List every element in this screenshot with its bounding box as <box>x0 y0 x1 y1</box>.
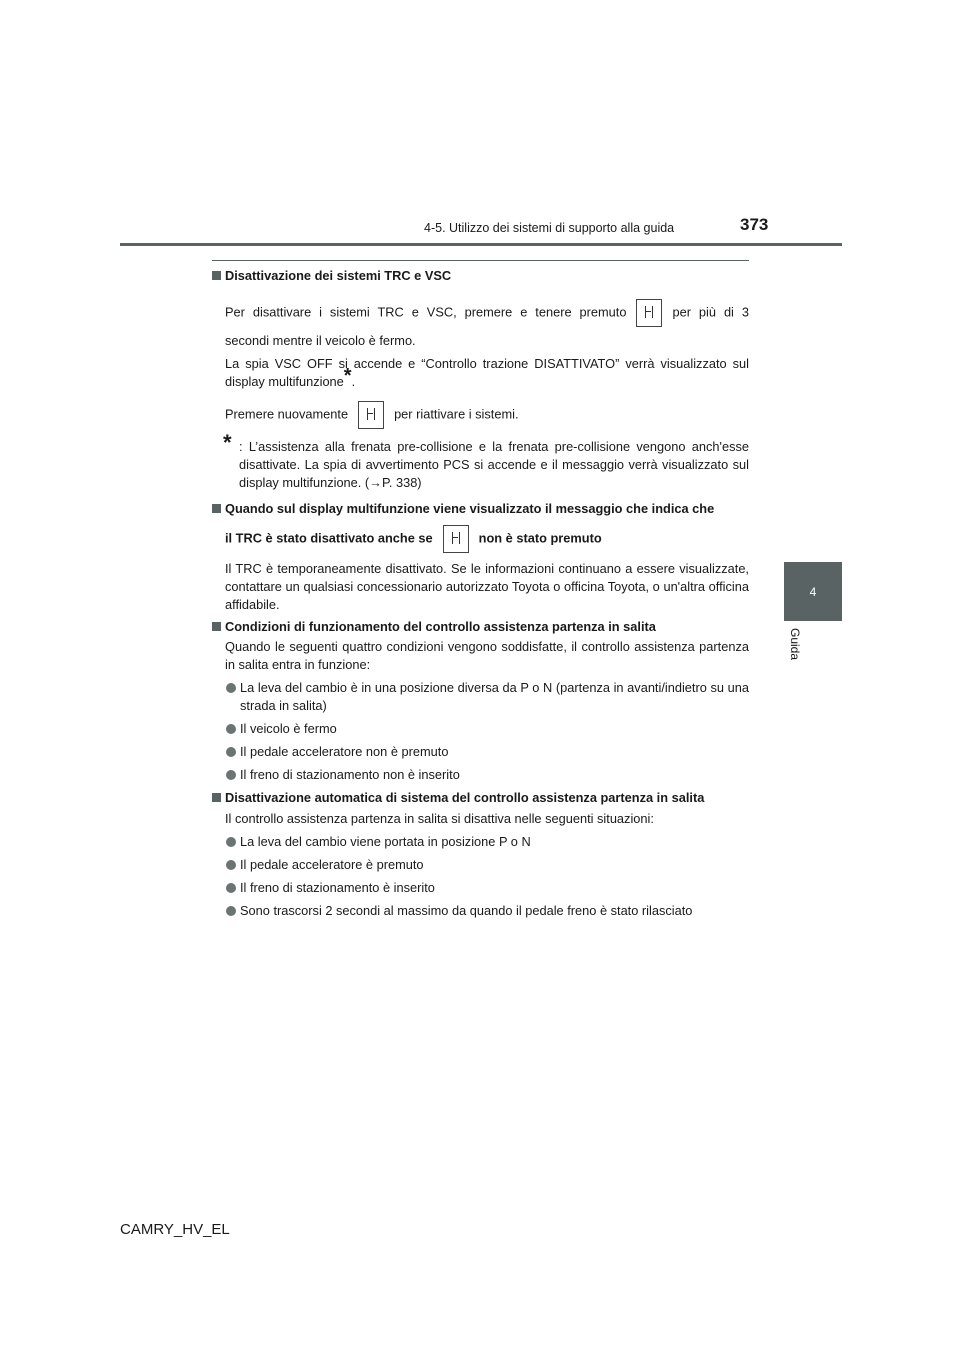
paragraph-text: secondi mentre il veicolo è fermo. <box>225 333 416 348</box>
footnote <box>212 430 749 492</box>
list-item <box>212 833 749 851</box>
page-number: 373 <box>740 215 769 234</box>
square-bullet-icon <box>212 793 221 802</box>
paragraph-text: Quando le seguenti quattro condizioni vengono soddisfatte, il controllo assistenza partenza in salita entra in funzione: <box>225 639 749 672</box>
paragraph <box>212 355 749 391</box>
footnote-text: : L’assistenza alla frenata pre-collisione e la frenata pre-collisione vengono anch'esse disattivate. La spia di avvertimento PCS si accende e il messaggio verrà visualizzato sul display multifunzione. (→P. 338) <box>239 439 749 490</box>
list-item-text: Il freno di stazionamento è inserito <box>240 880 435 895</box>
list-item <box>212 856 749 874</box>
square-bullet-icon <box>212 271 221 280</box>
chapter-tab <box>784 562 842 621</box>
paragraph-text: per più di 3 <box>672 304 749 320</box>
paragraph-text: Il controllo assistenza partenza in salita si disattiva nelle seguenti situazioni: <box>225 811 654 826</box>
vsc-off-button-icon <box>358 401 384 429</box>
list-item-text: Sono trascorsi 2 secondi al massimo da quando il pedale freno è stato rilasciato <box>240 903 693 918</box>
section-heading-cont <box>212 525 749 553</box>
list-item-text: Il pedale acceleratore non è premuto <box>240 744 449 759</box>
list-item <box>212 902 749 920</box>
paragraph <box>212 638 749 674</box>
circle-bullet-icon <box>226 724 236 734</box>
circle-bullet-icon <box>226 770 236 780</box>
circle-bullet-icon <box>226 747 236 757</box>
section-heading <box>212 500 749 518</box>
chapter-number: 4 <box>809 584 817 599</box>
vsc-off-button-icon <box>636 299 662 327</box>
heading-text: Disattivazione automatica di sistema del controllo assistenza partenza in salita <box>225 790 705 805</box>
heading-text: non è stato premuto <box>478 530 602 546</box>
circle-bullet-icon <box>226 683 236 693</box>
heading-text: Disattivazione dei sistemi TRC e VSC <box>225 268 452 283</box>
top-rule <box>212 260 749 261</box>
heading-text: Condizioni di funzionamento del controllo assistenza partenza in salita <box>225 619 656 634</box>
content <box>212 262 749 920</box>
list-item <box>212 879 749 897</box>
heading-text: Quando sul display multifunzione viene visualizzato il messaggio che indica che <box>225 501 715 516</box>
section-heading <box>212 267 749 285</box>
heading-text: il TRC è stato disattivato anche se <box>225 530 433 546</box>
section-heading <box>212 618 749 636</box>
vsc-off-button-icon <box>443 525 469 553</box>
list-item <box>212 679 749 715</box>
header-rule <box>120 243 842 246</box>
circle-bullet-icon <box>226 906 236 916</box>
list-item <box>212 766 749 784</box>
footnote-star: * <box>223 430 232 455</box>
chapter-label: Guida <box>788 628 802 661</box>
footnote-marker: * <box>343 365 352 387</box>
list-item-text: Il pedale acceleratore è premuto <box>240 857 424 872</box>
header-section-title: 4-5. Utilizzo dei sistemi di supporto alla guida <box>424 221 675 235</box>
paragraph-text: Il TRC è temporaneamente disattivato. Se le informazioni continuano a essere visualizzate, contattare un qualsiasi concessionario autorizzato Toyota o officina Toyota, o un'altra officina affidabile. <box>225 561 749 612</box>
paragraph <box>212 401 749 429</box>
list-item-text: La leva del cambio è in una posizione diversa da P o N (partenza in avanti/indietro su una strada in salita) <box>240 680 749 713</box>
circle-bullet-icon <box>226 860 236 870</box>
paragraph-text: Per disattivare i sistemi TRC e VSC, premere e tenere premuto <box>225 304 627 320</box>
paragraph <box>212 810 749 828</box>
paragraph-text: Premere nuovamente <box>225 406 349 422</box>
list-item-text: Il veicolo è fermo <box>240 721 337 736</box>
paragraph <box>212 332 749 350</box>
circle-bullet-icon <box>226 883 236 893</box>
square-bullet-icon <box>212 622 221 631</box>
section-heading <box>212 789 749 807</box>
list-item <box>212 720 749 738</box>
list-item-text: La leva del cambio viene portata in posizione P o N <box>240 834 531 849</box>
paragraph <box>212 560 749 614</box>
document-code: CAMRY_HV_EL <box>120 1221 230 1238</box>
square-bullet-icon <box>212 504 221 513</box>
list-item <box>212 743 749 761</box>
circle-bullet-icon <box>226 837 236 847</box>
paragraph-text: per riattivare i sistemi. <box>394 406 519 422</box>
paragraph-text: La spia VSC OFF si accende e “Controllo trazione DISATTIVATO” verrà visualizzato sul display multifunzione <box>225 356 749 389</box>
paragraph-text: . <box>351 374 356 389</box>
paragraph <box>212 299 749 327</box>
list-item-text: Il freno di stazionamento non è inserito <box>240 767 460 782</box>
